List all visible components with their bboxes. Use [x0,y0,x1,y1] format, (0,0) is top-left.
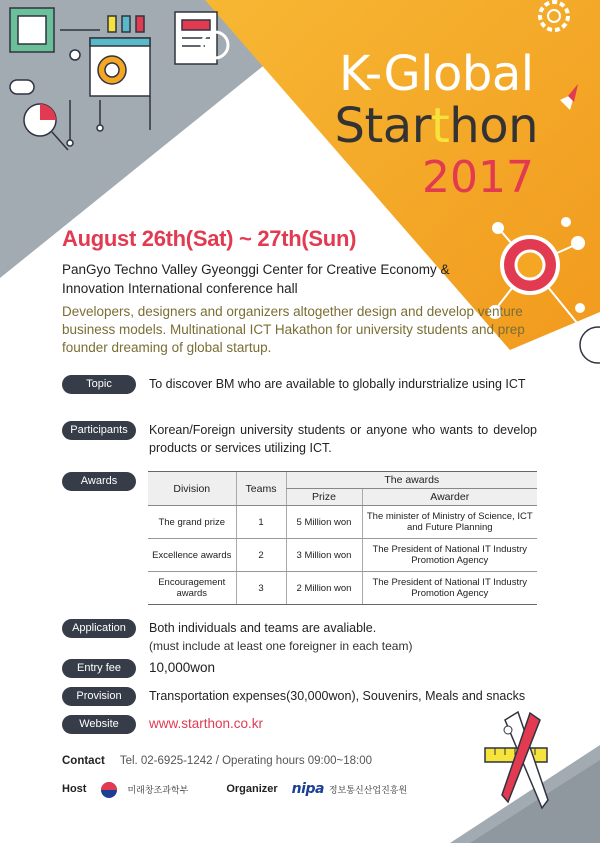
header-awarder: Awarder [362,489,537,506]
participants-text: Korean/Foreign university students or anyone who wants to develop products or services utilizing ICT. [149,423,537,455]
awards-table [148,471,537,605]
table-row [148,572,537,605]
application-row [62,619,537,655]
event-date: August 26th(Sat) ~ 27th(Sun) [62,226,357,251]
awards-label: Awards [62,472,136,491]
contact-info [62,755,372,767]
awarder-cell: The minister of Ministry of Science, ICT and Future Planning [362,506,537,539]
nipa-logo: nipa [291,781,324,797]
provision-label: Provision [62,687,136,706]
host-org: 미래창조과학부 [127,784,189,795]
prize-cell: 5 Million won [286,506,362,539]
header-division: Division [148,472,236,506]
website-row [62,715,537,734]
division-cell: The grand prize [148,506,236,539]
contact-label: Contact [62,755,105,767]
event-venue: PanGyo Techno Valley Gyeonggi Center for Creative Economy & Innovation International conference hall [62,262,450,296]
header-the-awards: The awards [286,472,537,489]
teams-cell: 1 [236,506,286,539]
website-link[interactable]: www.starthon.co.kr [149,716,264,731]
application-text: Both individuals and teams are avaliable. [149,621,377,635]
provision-text: Transportation expenses(30,000won), Souvenirs, Meals and snacks [149,689,526,703]
division-cell: Excellence awards [148,539,236,572]
application-note: (must include at least one foreigner in each team) [149,639,413,653]
awards-row [62,472,136,491]
contact-text: Tel. 02-6925-1242 / Operating hours 09:00~18:00 [119,755,373,767]
header-teams: Teams [236,472,286,506]
topic-row [62,375,537,394]
organizer-org: 정보통신산업진흥원 [328,784,408,795]
event-title [335,48,538,204]
website-label: Website [62,715,136,734]
event-description: Developers, designers and organizers altogether design and develop venture business models. Multinational ICT Hakathon for university students and prep founder dreaming of global startup. [62,304,525,355]
awarder-cell: The President of National IT Industry Promotion Agency [362,539,537,572]
prize-cell: 3 Million won [286,539,362,572]
provision-row [62,687,537,706]
awarder-cell: The President of National IT Industry Promotion Agency [362,572,537,605]
participants-label: Participants [62,421,136,440]
teams-cell: 2 [236,539,286,572]
entry-fee-row [62,659,537,678]
table-row [148,539,537,572]
entry-fee-label: Entry fee [62,659,136,678]
host-organizer-row [62,781,407,797]
participants-row [62,421,537,457]
topic-label: Topic [62,375,136,394]
division-cell: Encouragement awards [148,572,236,605]
entry-fee-text: 10,000won [149,660,216,675]
title-line2: Starthon [334,98,538,154]
header-prize: Prize [286,489,362,506]
teams-cell: 3 [236,572,286,605]
table-row [148,506,537,539]
application-label: Application [62,619,136,638]
organizer-label: Organizer [226,783,278,795]
host-label: Host [62,783,87,795]
topic-text: To discover BM who are available to globally indurstrialize using ICT [149,377,526,391]
title-year: 2017 [422,152,534,203]
prize-cell: 2 Million won [286,572,362,605]
title-line1: K-Global [338,46,534,102]
